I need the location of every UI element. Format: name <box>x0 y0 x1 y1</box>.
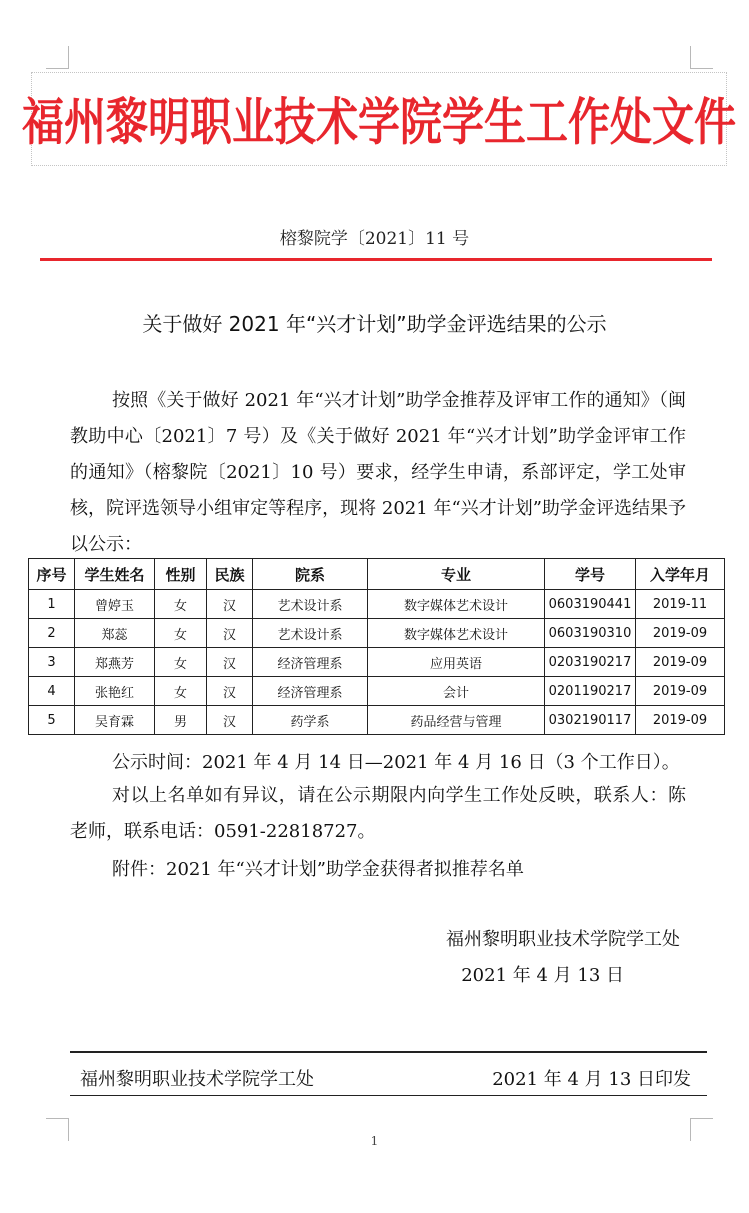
column-header: 入学年月 <box>636 559 725 590</box>
column-header: 院系 <box>253 559 368 590</box>
column-header: 序号 <box>29 559 75 590</box>
table-cell: 2019-09 <box>636 706 725 735</box>
header-title: 福州黎明职业技术学院学生工作处文件 <box>22 92 737 152</box>
table-cell: 汉 <box>207 590 253 619</box>
document-header <box>22 72 737 166</box>
attachment-line: 附件：2021 年“兴才计划”助学金获得者拟推荐名单 <box>112 859 524 880</box>
table-row <box>29 706 725 735</box>
table-cell: 药学系 <box>253 706 368 735</box>
notice-title: 关于做好 2021 年“兴才计划”助学金评选结果的公示 <box>142 312 607 336</box>
table-cell: 0603190441 <box>545 590 636 619</box>
column-header: 民族 <box>207 559 253 590</box>
table-cell: 汉 <box>207 677 253 706</box>
notice-body: 按照《关于做好 2021 年“兴才计划”助学金推荐及评审工作的通知》（闽教助中心〔2021〕7 号）及《关于做好 2021 年“兴才计划”助学金评审工作的通知》（榕黎院〔2021〕10 号）要求，经学生申请，系部评定，学工处审核，院评选领导小组审定等程序，现将 2021 年“兴才计划”助学金评选结果予以公示： <box>70 390 686 555</box>
table-cell: 2019-09 <box>636 677 725 706</box>
table-cell: 4 <box>29 677 75 706</box>
table-cell: 应用英语 <box>368 648 545 677</box>
table-cell: 2019-09 <box>636 648 725 677</box>
table-cell: 郑燕芳 <box>75 648 155 677</box>
header-red-rule <box>40 258 712 261</box>
document-number: 榕黎院学〔2021〕11 号 <box>279 229 470 249</box>
publicity-period: 公示时间：2021 年 4 月 14 日—2021 年 4 月 16 日（3 个工作日）。 <box>112 752 680 773</box>
footer-rule-top <box>70 1051 707 1053</box>
table-cell: 汉 <box>207 619 253 648</box>
table-cell: 艺术设计系 <box>253 619 368 648</box>
table-cell: 汉 <box>207 648 253 677</box>
table-cell: 数字媒体艺术设计 <box>368 619 545 648</box>
award-table-container <box>28 558 725 735</box>
table-cell: 0603190310 <box>545 619 636 648</box>
table-cell: 曾婷玉 <box>75 590 155 619</box>
column-header: 学生姓名 <box>75 559 155 590</box>
footer-org: 福州黎明职业技术学院学工处 <box>80 1069 314 1090</box>
table-cell: 男 <box>155 706 207 735</box>
table-cell: 经济管理系 <box>253 648 368 677</box>
footer-rule-bottom <box>70 1095 707 1096</box>
table-row <box>29 648 725 677</box>
table-row <box>29 677 725 706</box>
table-cell: 女 <box>155 590 207 619</box>
table-cell: 0302190117 <box>545 706 636 735</box>
signature-date: 2021 年 4 月 13 日 <box>461 965 624 986</box>
table-cell: 1 <box>29 590 75 619</box>
contact-info: 对以上名单如有异议，请在公示期限内向学生工作处反映，联系人：陈老师，联系电话：0591-22818727。 <box>70 785 686 842</box>
column-header: 学号 <box>545 559 636 590</box>
crop-mark-top-right <box>690 46 713 69</box>
table-cell: 数字媒体艺术设计 <box>368 590 545 619</box>
table-cell: 0201190217 <box>545 677 636 706</box>
table-header-row <box>29 559 725 590</box>
table-cell: 2 <box>29 619 75 648</box>
table-row <box>29 590 725 619</box>
table-cell: 女 <box>155 619 207 648</box>
table-cell: 0203190217 <box>545 648 636 677</box>
table-cell: 5 <box>29 706 75 735</box>
award-table <box>28 558 725 735</box>
crop-mark-top-left <box>46 46 69 69</box>
table-cell: 艺术设计系 <box>253 590 368 619</box>
table-cell: 药品经营与管理 <box>368 706 545 735</box>
table-cell: 经济管理系 <box>253 677 368 706</box>
column-header: 专业 <box>368 559 545 590</box>
table-cell: 汉 <box>207 706 253 735</box>
table-cell: 2019-11 <box>636 590 725 619</box>
table-cell: 3 <box>29 648 75 677</box>
table-cell: 张艳红 <box>75 677 155 706</box>
table-cell: 2019-09 <box>636 619 725 648</box>
column-header: 性别 <box>155 559 207 590</box>
table-cell: 女 <box>155 648 207 677</box>
table-cell: 女 <box>155 677 207 706</box>
signature-org: 福州黎明职业技术学院学工处 <box>446 929 680 950</box>
table-cell: 会计 <box>368 677 545 706</box>
page-number: 1 <box>370 1134 379 1148</box>
footer-print-date: 2021 年 4 月 13 日印发 <box>492 1069 691 1090</box>
table-row <box>29 619 725 648</box>
table-cell: 郑蕊 <box>75 619 155 648</box>
table-cell: 吴育霖 <box>75 706 155 735</box>
